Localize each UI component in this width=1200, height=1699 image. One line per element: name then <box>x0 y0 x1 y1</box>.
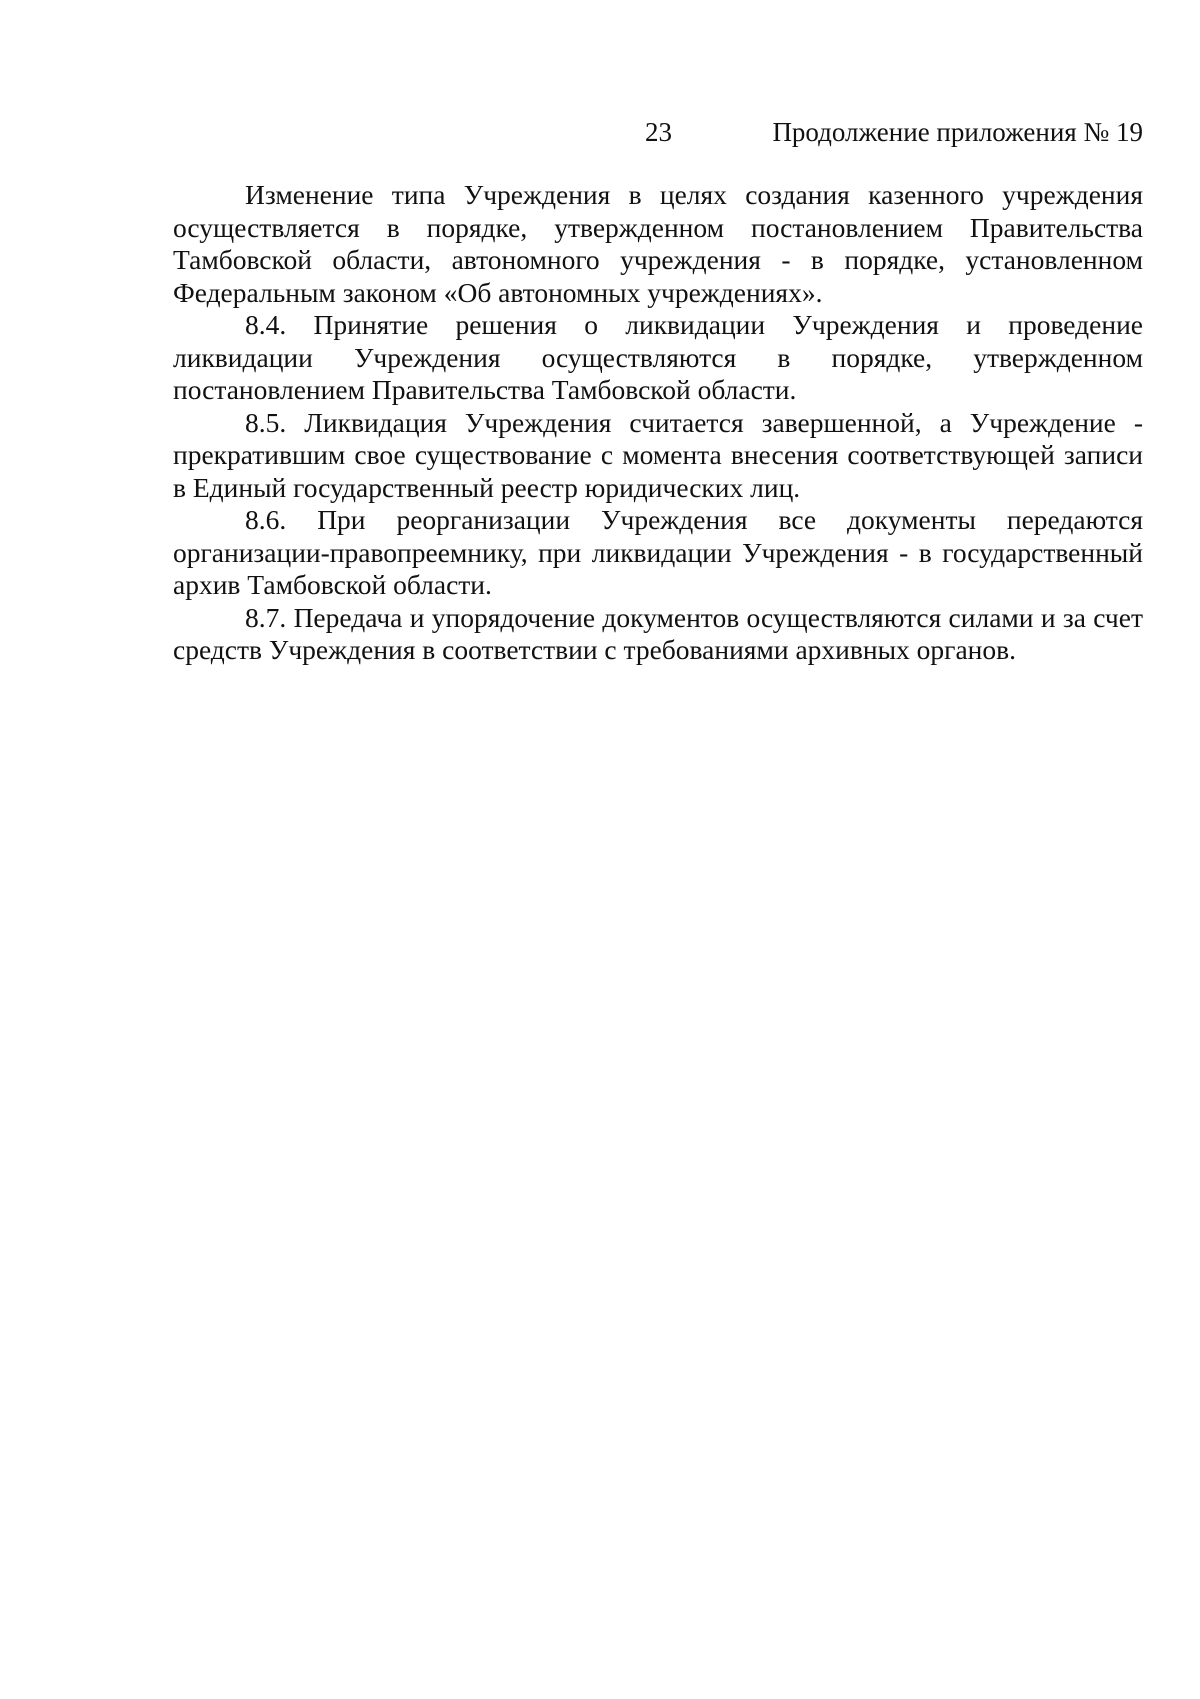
page-number: 23 <box>645 117 672 147</box>
paragraph-8-5: 8.5. Ликвидация Учреждения считается завершенной, а Учреждение - прекратившим свое существование с момента внесения соответствующей записи в Единый государственный реестр юридических лиц. <box>173 406 1143 503</box>
document-body <box>173 179 1143 667</box>
paragraph-8-7: 8.7. Передача и упорядочение документов осуществляются силами и за счет средств Учреждения в соответствии с требованиями архивных органов. <box>173 601 1143 665</box>
page-header <box>0 114 1200 150</box>
paragraph-type-change: Изменение типа Учреждения в целях создания казенного учреждения осуществляется в порядке, утвержденном постановлением Правительства Тамбовской области, автономного учреждения - в порядке, установленном Федеральным законом «Об автономных учреждениях». <box>173 179 1143 308</box>
paragraph-8-6: 8.6. При реорганизации Учреждения все документы передаются организации-правопреемнику, при ликвидации Учреждения - в государственный архив Тамбовской области. <box>173 504 1143 600</box>
paragraph-8-4: 8.4. Принятие решения о ликвидации Учреждения и проведение ликвидации Учреждения осуществляются в порядке, утвержденном постановлением Правительства Тамбовской области. <box>173 309 1143 405</box>
appendix-continuation-title: Продолжение приложения № 19 <box>772 117 1143 147</box>
